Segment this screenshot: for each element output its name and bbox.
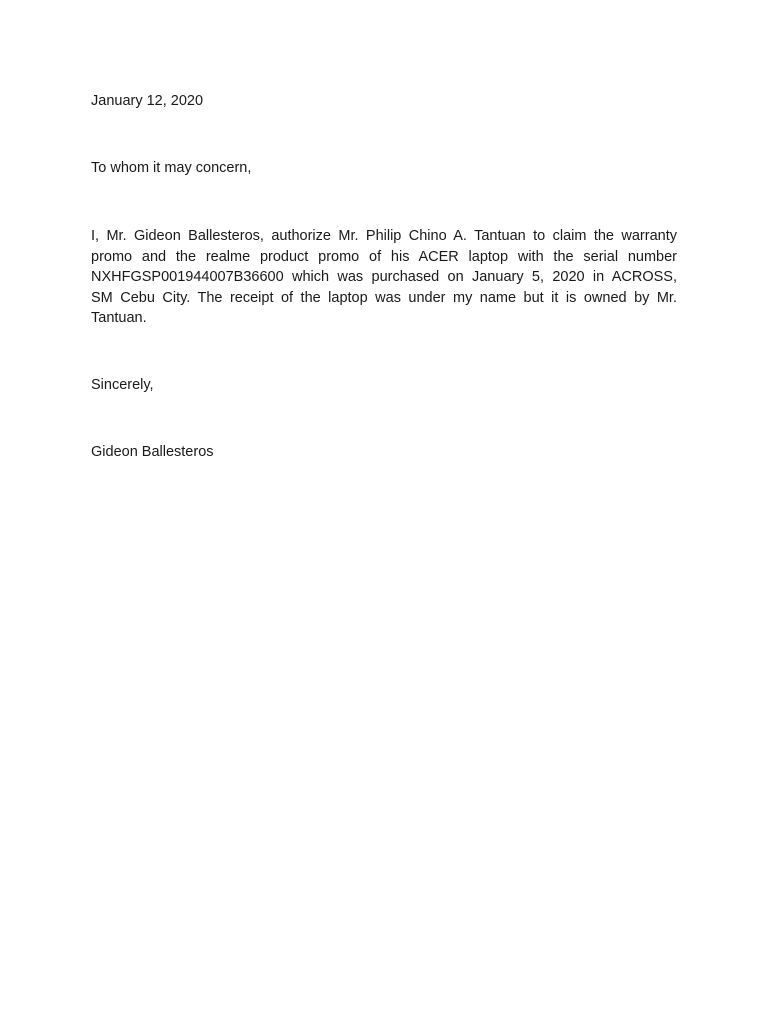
letter-body bbox=[91, 226, 677, 329]
letter-closing: Sincerely, bbox=[91, 377, 154, 393]
letter-date: January 12, 2020 bbox=[91, 93, 204, 109]
letter-salutation: To whom it may concern, bbox=[91, 160, 252, 176]
body-line: I, Mr. Gideon Ballesteros, authorize Mr. Philip Chino A. Tantuan to claim the warranty bbox=[91, 228, 677, 244]
body-line: SM Cebu City. The receipt of the laptop was under my name but it is owned by Mr. bbox=[91, 289, 677, 306]
body-line: Tantuan. bbox=[91, 310, 147, 327]
letter-signature-name: Gideon Ballesteros bbox=[91, 444, 214, 460]
body-line: NXHFGSP001944007B36600 which was purchased on January 5, 2020 in ACROSS, bbox=[91, 269, 677, 286]
body-line: promo and the realme product promo of his ACER laptop with the serial number bbox=[91, 248, 677, 265]
